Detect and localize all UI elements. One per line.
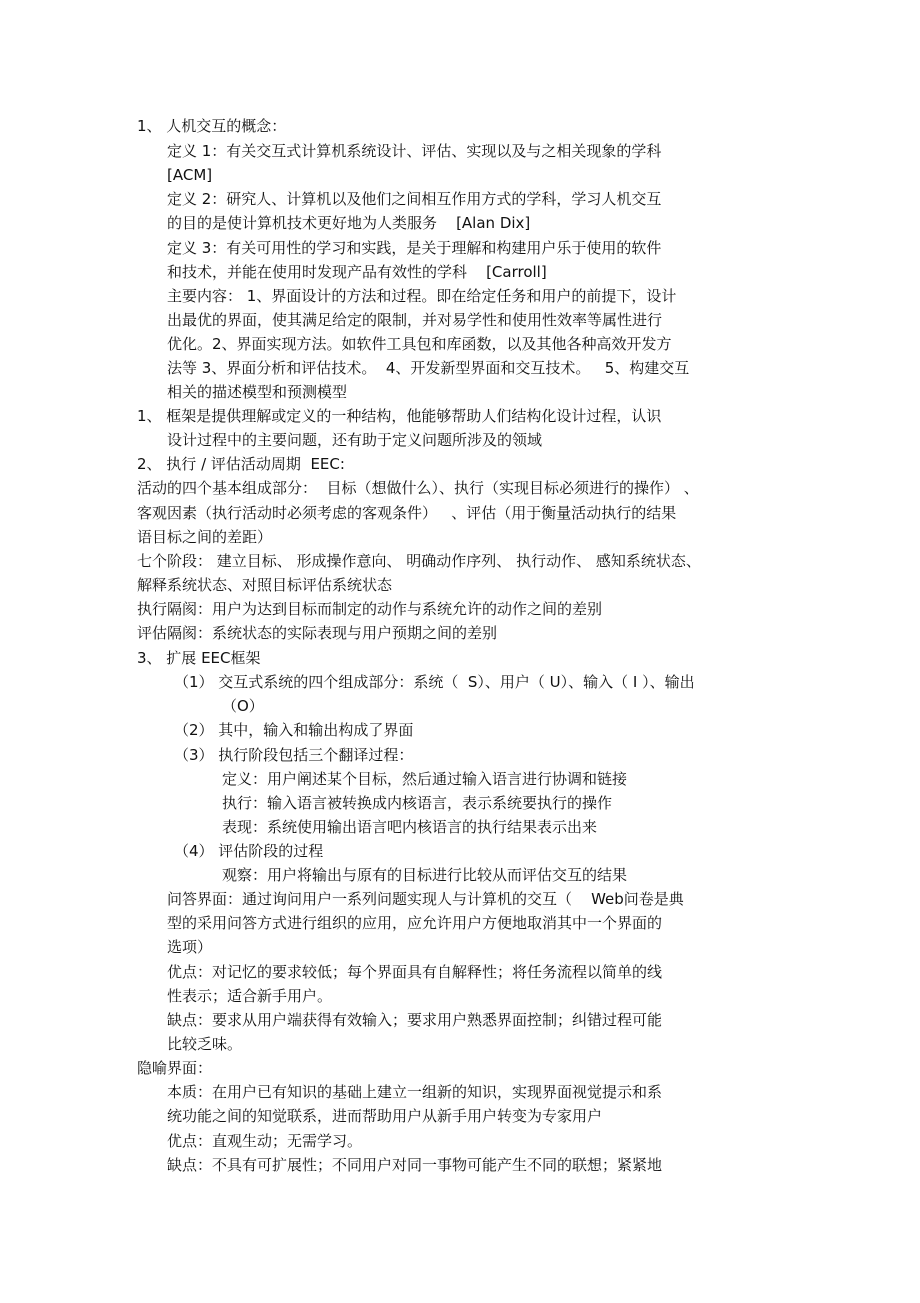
heading-eec: 2、 执行 / 评估活动周期 EEC: [137,455,345,473]
sub-item: 观察：用户将输出与原有的目标进行比较从而评估交互的结果 [222,866,628,884]
text-line: 评估隔阂：系统状态的实际表现与用户预期之间的差别 [137,624,498,642]
text-line: 统功能之间的知觉联系，进而帮助用户从新手用户转变为专家用户 [167,1107,603,1125]
text-line: 执行隔阂：用户为达到目标而制定的动作与系统允许的动作之间的差别 [137,600,603,618]
text-line: 优点：直观生动；无需学习。 [167,1132,363,1150]
list-item: （2） 其中，输入和输出构成了界面 [174,721,414,739]
heading-hci-concept: 1、 人机交互的概念： [137,117,287,135]
text-line: 设计过程中的主要问题，还有助于定义问题所涉及的领域 [167,431,543,449]
text-line: 选项） [167,938,213,956]
text-line: 定义 1：有关交互式计算机系统设计、评估、实现以及与之相关现象的学科 [167,142,662,160]
text-line: 优化。2、界面实现方法。如软件工具包和库函数，以及其他各种高效开发方 [167,335,672,353]
list-item-continuation: （O） [222,697,264,715]
text-line: 优点：对记忆的要求较低；每个界面具有自解释性；将任务流程以简单的线 [167,963,663,981]
text-line: 主要内容： 1、界面设计的方法和过程。即在给定任务和用户的前提下，设计 [167,287,677,305]
text-line: 语目标之间的差距） [137,528,273,546]
text-line: 定义 2：研究人、计算机以及他们之间相互作用方式的学科，学习人机交互 [167,190,662,208]
list-item: （1） 交互式系统的四个组成部分：系统（ S）、用户（ U）、输入（ I ）、输出 [174,673,695,691]
text-line: 解释系统状态、对照目标评估系统状态 [137,576,393,594]
text-line: 客观因素（执行活动时必须考虑的客观条件） 、评估（用于衡量活动执行的结果 [137,504,677,522]
text-line: 定义 3：有关可用性的学习和实践，是关于理解和构建用户乐于使用的软件 [167,239,662,257]
text-line: 缺点：要求从用户端获得有效输入；要求用户熟悉界面控制；纠错过程可能 [167,1011,663,1029]
text-line: 型的采用问答方式进行组织的应用，应允许用户方便地取消其中一个界面的 [167,914,663,932]
text-line: 本质：在用户已有知识的基础上建立一组新的知识，实现界面视觉提示和系 [167,1083,663,1101]
text-line: 问答界面：通过询问用户一系列问题实现人与计算机的交互（ Web问卷是典 [167,890,684,908]
text-line: 相关的描述模型和预测模型 [167,383,348,401]
text-line: [ACM] [167,166,213,184]
text-line: 缺点：不具有可扩展性；不同用户对同一事物可能产生不同的联想；紧紧地 [167,1156,663,1174]
text-line: 出最优的界面，使其满足给定的限制，并对易学性和使用性效率等属性进行 [167,311,663,329]
sub-item: 执行：输入语言被转换成内核语言，表示系统要执行的操作 [222,794,613,812]
text-line: 法等 3、界面分析和评估技术。 4、开发新型界面和交互技术。 5、构建交互 [167,359,690,377]
list-item: （3） 执行阶段包括三个翻译过程： [174,746,414,764]
heading-metaphor-interface: 隐喻界面： [137,1059,213,1077]
sub-item: 表现：系统使用输出语言吧内核语言的执行结果表示出来 [222,818,598,836]
heading-extended-eec: 3、 扩展 EEC框架 [137,649,261,667]
text-line: 和技术，并能在使用时发现产品有效性的学科 [Carroll] [167,263,547,281]
sub-item: 定义：用户阐述某个目标，然后通过输入语言进行协调和链接 [222,770,628,788]
list-item: （4） 评估阶段的过程 [174,842,324,860]
heading-framework: 1、 框架是提供理解或定义的一种结构，他能够帮助人们结构化设计过程，认识 [137,407,662,425]
text-line: 性表示；适合新手用户。 [167,987,333,1005]
text-line: 的目的是使计算机技术更好地为人类服务 [Alan Dix] [167,214,531,232]
text-line: 七个阶段： 建立目标、 形成操作意向、 明确动作序列、 执行动作、 感知系统状态、 [137,552,701,570]
text-line: 活动的四个基本组成部分： 目标（想做什么）、执行（实现目标必须进行的操作） 、 [137,479,699,497]
text-line: 比较乏味。 [167,1035,243,1053]
